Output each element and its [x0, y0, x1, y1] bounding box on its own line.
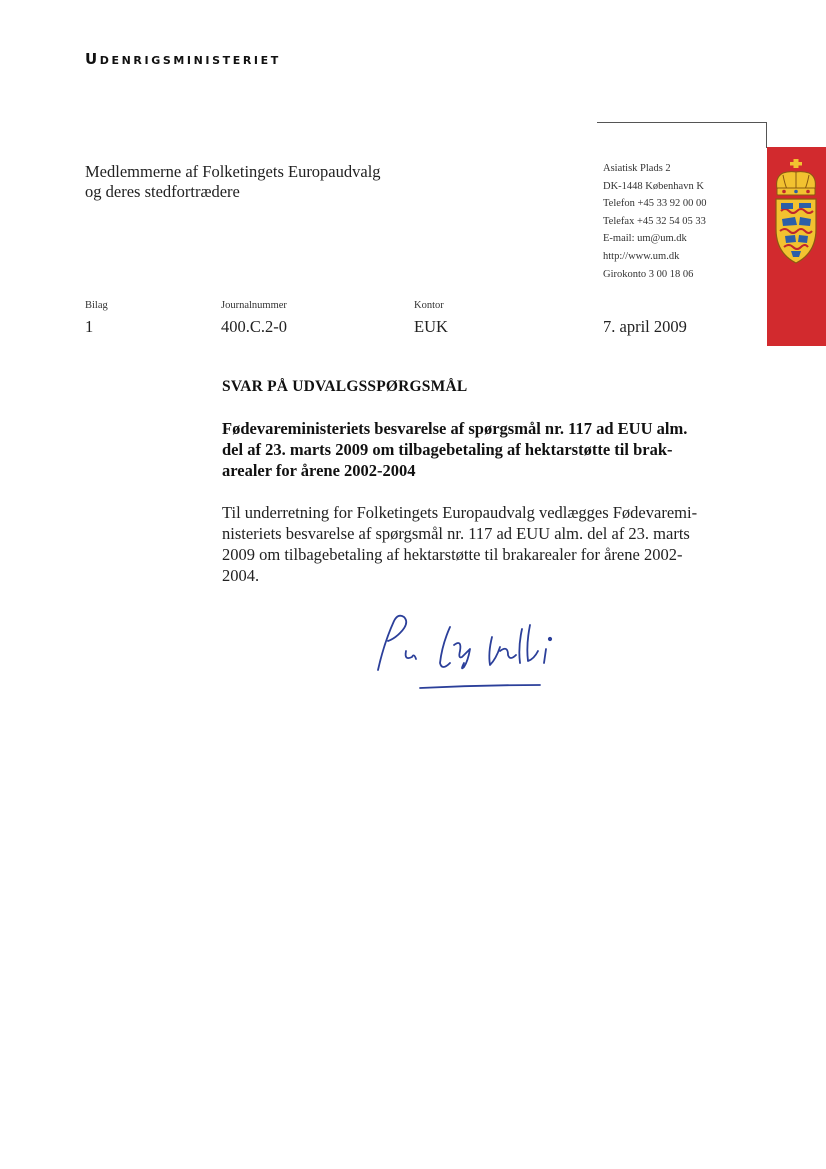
bilag-label: Bilag [85, 300, 108, 311]
ministry-address [603, 160, 706, 283]
royal-crest-icon [771, 159, 821, 269]
address-giro: Girokonto 3 00 18 06 [603, 268, 694, 280]
letter-heading [222, 418, 742, 481]
letter-date: 7. april 2009 [603, 317, 687, 336]
address-email: E-mail: um@um.dk [603, 233, 687, 245]
letter-subject: SVAR PÅ UDVALGSSPØRGSMÅL [222, 378, 468, 395]
address-phone: Telefon +45 33 92 00 00 [603, 198, 707, 210]
crest-band [767, 147, 826, 346]
ministry-letterhead: Udenrigsministeriet [85, 50, 281, 68]
address-street: Asiatisk Plads 2 [603, 163, 671, 174]
body-line: Til underretning for Folketingets Europaudvalg vedlægges Fødevaremi- [222, 503, 698, 522]
address-fax: Telefax +45 32 54 05 33 [603, 215, 706, 227]
kontor-value: EUK [414, 317, 448, 336]
heading-line: del af 23. marts 2009 om tilbagebetaling af hektarstøtte til brak- [222, 440, 673, 459]
kontor-label: Kontor [414, 300, 444, 311]
recipient-block [85, 162, 381, 202]
journal-label: Journalnummer [221, 300, 287, 311]
letter-body [222, 502, 752, 586]
address-city: DK-1448 København K [603, 180, 704, 192]
journal-value: 400.C.2-0 [221, 317, 287, 336]
body-line: 2004. [222, 566, 260, 585]
bilag-value: 1 [85, 317, 94, 336]
recipient-line-2: og deres stedfortrædere [85, 182, 240, 201]
address-web: http://www.um.dk [603, 250, 680, 262]
handwritten-signature [370, 605, 590, 700]
heading-line: arealer for årene 2002-2004 [222, 461, 416, 480]
body-line: nisteriets besvarelse af spørgsmål nr. 117 ad EUU alm. del af 23. marts [222, 524, 690, 543]
recipient-line-1: Medlemmerne af Folketingets Europaudvalg [85, 162, 381, 181]
heading-line: Fødevareministeriets besvarelse af spørgsmål nr. 117 ad EUU alm. [222, 419, 688, 438]
header-rule-vertical [766, 122, 767, 148]
body-line: 2009 om tilbagebetaling af hektarstøtte til brakarealer for årene 2002- [222, 545, 683, 564]
header-rule [597, 122, 767, 123]
